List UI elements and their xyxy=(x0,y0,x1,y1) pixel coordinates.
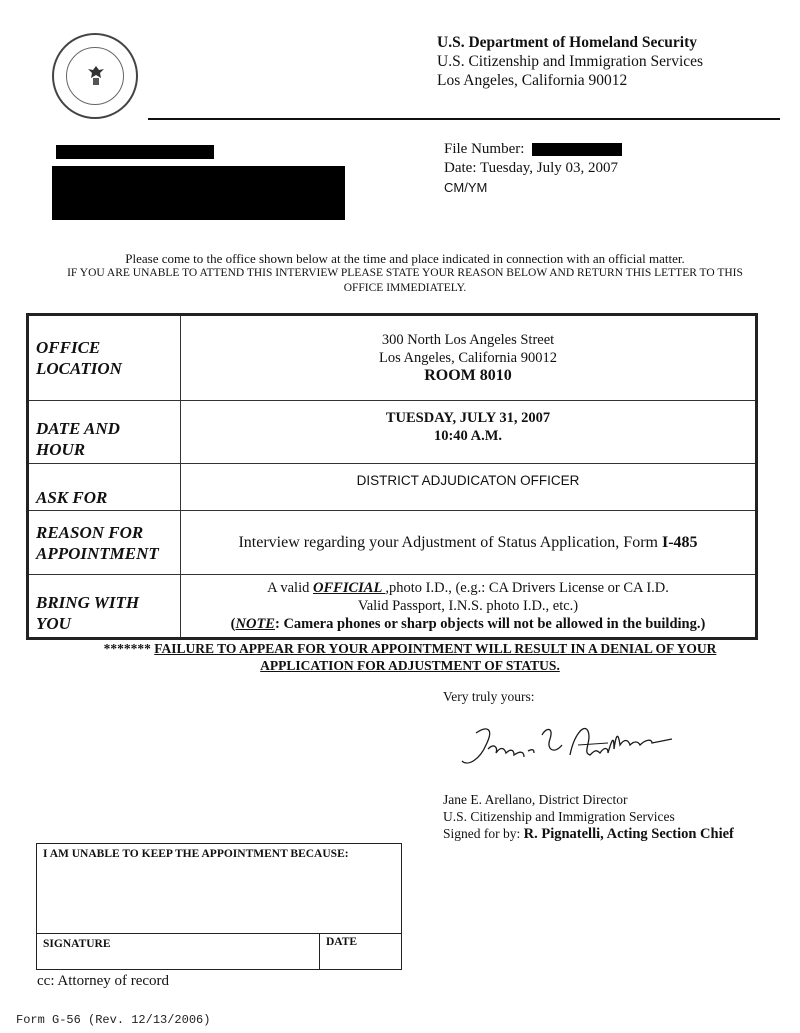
warning-stars: ******* xyxy=(103,641,155,656)
street-address: 300 North Los Angeles Street xyxy=(381,332,555,348)
city-address: Los Angeles, California 90012 xyxy=(378,350,557,366)
appointment-table xyxy=(26,313,758,640)
agency-header xyxy=(437,33,703,90)
cc-line: cc: Attorney of record xyxy=(37,973,170,989)
date-hour-value xyxy=(181,401,757,464)
row-office xyxy=(28,315,757,401)
service-name: U.S. Citizenship and Immigration Services xyxy=(437,53,704,70)
failure-warning xyxy=(40,640,780,674)
appointment-date: TUESDAY, JULY 31, 2007 xyxy=(385,410,551,426)
intro-line-2: IF YOU ARE UNABLE TO ATTEND THIS INTERVIEW PLEASE STATE YOUR REASON BELOW AND RETURN THIS LETTER TO THIS xyxy=(67,267,743,279)
appointment-time: 10:40 A.M. xyxy=(433,428,503,444)
office-city: Los Angeles, California 90012 xyxy=(437,72,628,89)
label-line: HOUR xyxy=(36,440,86,459)
form-number: I-485 xyxy=(661,533,698,551)
note-text: : Camera phones or sharp objects will not be allowed in the building.) xyxy=(274,616,706,632)
label-line: DATE AND xyxy=(36,419,120,438)
label-line: REASON FOR xyxy=(36,522,144,542)
ask-for-label: ASK FOR xyxy=(28,464,181,511)
label-line: APPOINTMENT xyxy=(36,543,159,563)
header-rule xyxy=(148,118,780,120)
date-label: DATE xyxy=(326,936,358,948)
note-paren: ( xyxy=(230,616,236,632)
signature-label: SIGNATURE xyxy=(43,938,111,950)
redacted-name xyxy=(56,145,214,159)
department-name: U.S. Department of Homeland Security xyxy=(437,34,698,51)
warning-line-1: FAILURE TO APPEAR FOR YOUR APPOINTMENT WILL RESULT IN A DENIAL OF YOUR xyxy=(154,641,717,656)
official-word: OFFICIAL xyxy=(313,580,386,596)
reason-text: Interview regarding your Adjustment of Status Application, Form xyxy=(238,533,662,551)
signed-name: R. Pignatelli, Acting Section Chief xyxy=(523,826,734,842)
bring-line-2: Valid Passport, I.N.S. photo I.D., etc.) xyxy=(357,598,579,614)
letter-date: Date: Tuesday, July 03, 2007 xyxy=(444,160,619,176)
room-number: ROOM 8010 xyxy=(424,367,512,384)
intro-line-1: Please come to the office shown below at the time and place indicated in connection with an official matter. xyxy=(125,251,685,266)
bring-line-1 xyxy=(182,579,754,597)
bring-suffix: ,photo I.D., (e.g.: CA Drivers License or CA I.D. xyxy=(385,580,669,596)
bring-prefix: A valid xyxy=(267,580,313,596)
bring-with-label xyxy=(28,575,181,639)
handwritten-signature xyxy=(458,715,683,777)
intro-text xyxy=(40,251,770,296)
date-hour-label xyxy=(28,401,181,464)
label-line: BRING WITH xyxy=(36,593,140,612)
signer-org: U.S. Citizenship and Immigration Services xyxy=(443,809,675,824)
intro-line-3: OFFICE IMMEDIATELY. xyxy=(343,282,467,294)
note-line xyxy=(182,615,754,633)
reason-value xyxy=(181,511,757,575)
dhs-seal xyxy=(52,33,138,119)
reason-label xyxy=(28,511,181,575)
eagle-icon xyxy=(87,64,105,86)
row-date xyxy=(28,401,757,464)
box-vertical-divider xyxy=(319,933,320,969)
closing: Very truly yours: xyxy=(443,689,535,704)
office-location-label xyxy=(28,315,181,401)
response-box-header: I AM UNABLE TO KEEP THE APPOINTMENT BECAUSE: xyxy=(43,848,349,860)
warning-line-2: APPLICATION FOR ADJUSTMENT OF STATUS. xyxy=(260,658,560,673)
unable-to-attend-box xyxy=(36,843,402,970)
row-bring xyxy=(28,575,757,639)
file-info xyxy=(444,140,618,197)
signer-name-title: Jane E. Arellano, District Director xyxy=(443,792,628,807)
redacted-address xyxy=(52,166,345,220)
row-ask xyxy=(28,464,757,511)
form-number-footer: Form G-56 (Rev. 12/13/2006) xyxy=(16,1013,211,1027)
seal-inner-ring xyxy=(66,47,124,105)
office-location-value xyxy=(181,315,757,401)
initials: CM/YM xyxy=(444,180,488,195)
bring-with-value xyxy=(181,575,757,639)
file-number-label: File Number: xyxy=(444,141,525,157)
signer-block xyxy=(443,791,734,843)
note-word: NOTE xyxy=(235,616,275,632)
signed-prefix: Signed for by: xyxy=(443,826,524,841)
label-line: OFFICE xyxy=(36,338,101,357)
row-reason xyxy=(28,511,757,575)
label-line: LOCATION xyxy=(36,359,122,378)
ask-for-value: DISTRICT ADJUDICATON OFFICER xyxy=(181,464,757,511)
label-line: YOU xyxy=(36,614,71,633)
box-divider xyxy=(37,933,401,934)
signed-for-line xyxy=(443,825,734,843)
